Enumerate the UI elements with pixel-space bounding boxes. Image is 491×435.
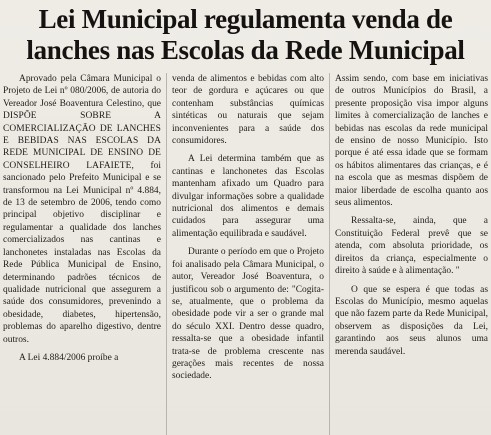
column-2 bbox=[166, 73, 329, 435]
paragraph-text: foi sancionado pelo Prefeito Municipal e se transformou na Lei Municipal nº 4.884, de 13 de setembro de 2006, tendo como principal objetivo disciplinar e regulamentar a qualidade dos lanches comercializados nas cantinas e lanchonetes instaladas nas Escolas da Rede Pública Municipal de Ensino, determinando padrões técnicos de qualidade nutricional que assegurem a saúde dos consumidores, prevenindo a obesidade, diabetes, hipertensão, problemas do aparelho digestivo, dentre outros. bbox=[3, 160, 161, 345]
column-1-paragraph-2: A Lei 4.884/2006 proíbe a bbox=[19, 352, 119, 363]
paragraph-text: Aprovado pela Câmara Municipal o Projeto de Lei nº 080/2006, de autoria do Vereador José Boaventura Celestino, que bbox=[3, 74, 161, 109]
law-title-uppercase: DISPÕE SOBRE A COMERCIALIZAÇÃO DE LANCHES E BEBIDAS NAS ESCOLAS DA REDE MUNICIPAL DE ENSINO DE CONSELHEIRO LAFAIETE, bbox=[3, 111, 161, 171]
column-3 bbox=[329, 73, 488, 435]
column-2-paragraph-3: Durante o período em que o Projeto foi analisado pela Câmara Municipal, o autor, Vereador José Boaventura, o justificou sob o argumento de: "Cogita-se, atualmente, que o problema da obesidade pode vir a ser o grande mal do século XXI. Dentro desse quadro, ressalta-se que a obesidade infantil trata-se de problema crescente nas gerações mais recentes de nossa sociedade. bbox=[172, 247, 324, 382]
column-3-paragraph-2: Ressalta-se, ainda, que a Constituição Federal prevê que se atenda, com absoluta prioridade, os direitos da criança, especialmente o direito à saúde e à alimentação. " bbox=[335, 216, 488, 277]
column-1 bbox=[3, 73, 166, 435]
column-2-paragraph-1: venda de alimentos e bebidas com alto teor de gordura e açúcares ou que contenham substâncias químicas sintéticas ou naturais que sejam inconvenientes para a saúde dos consumidores. bbox=[172, 74, 324, 147]
headline bbox=[4, 4, 487, 66]
headline-line-1: Lei Municipal regulamenta venda de bbox=[38, 4, 453, 34]
column-3-paragraph-1: Assim sendo, com base em iniciativas de outros Municípios do Brasil, a presente proposição visa impor alguns limites à comercialização de lanches e bebidas nas escolas da rede municipal de ensino de nosso Município. Isto porque é até essa idade que se formam os hábitos alimentares das crianças, e é na escola que as mesmas dispõem de maior liberdade de escolha quanto aos seus alimentos. bbox=[335, 74, 488, 209]
headline-line-2: lanches nas Escolas da Rede Municipal bbox=[26, 35, 465, 65]
article-columns bbox=[3, 73, 488, 435]
column-3-paragraph-3: O que se espera é que todas as Escolas do Município, mesmo aquelas que não fazem parte da Rede Municipal, observem as disposições da Lei, garantindo aos seus alunos uma merenda saudável. bbox=[335, 284, 488, 357]
column-2-paragraph-2: A Lei determina também que as cantinas e lanchonetes das Escolas mantenham afixado um Quadro para divulgar informações sobre a qualidade nutricional dos alimentos e demais cuidados para assegurar uma alimentação equilibrada e saudável. bbox=[172, 154, 324, 239]
column-1-paragraph-1 bbox=[3, 73, 161, 346]
